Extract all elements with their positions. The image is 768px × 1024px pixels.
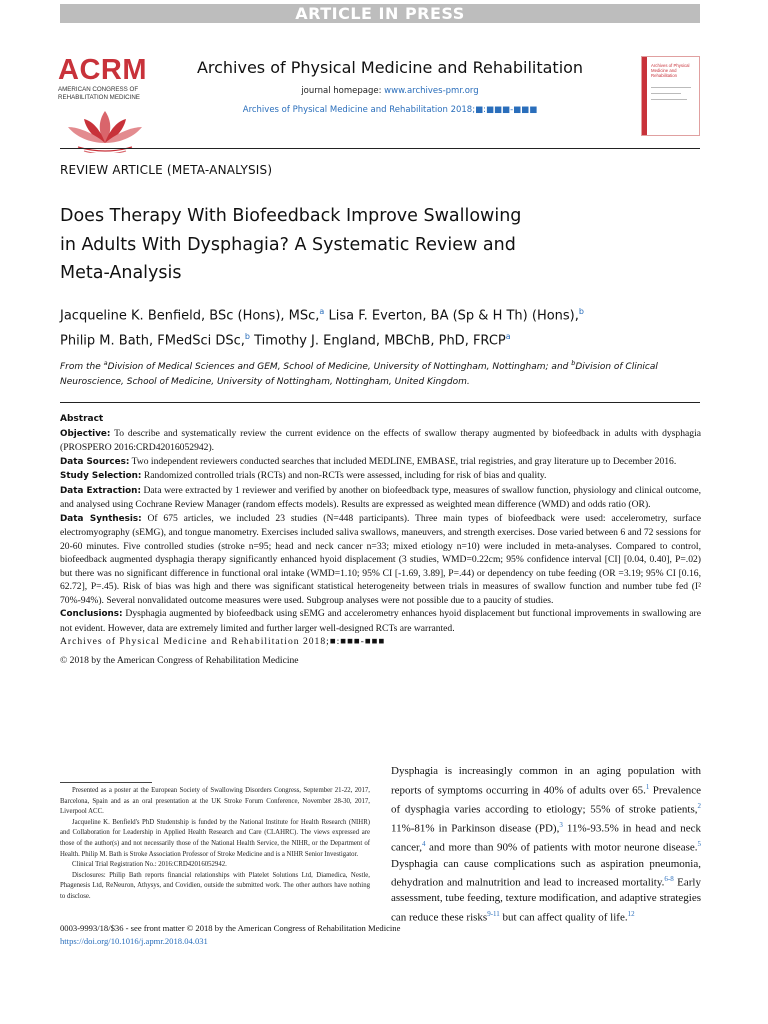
logo-subtitle — [58, 86, 150, 101]
abstract-text: Two independent reviewers conducted searches that included MEDLINE, EMBASE, trial registries, and gray literature up to December 2016. — [129, 455, 677, 467]
logo-subtitle-line1: AMERICAN CONGRESS OF — [58, 86, 139, 93]
footnote: Disclosures: Philip Bath reports financial relationships with Platelet Solutions Ltd, Diamedica, Nestle, Phagenesis Ltd, ReNeuron, Athysys, and Covidien, outside the submitted work. The other authors have nothing to disclose. — [60, 871, 370, 900]
body-text-run: Early assessment, tube feeding, texture modification, and adaptive strategies can reduce these risks — [391, 876, 701, 924]
title-line: in Adults With Dysphagia? A Systematic Review and — [60, 234, 516, 255]
abstract-text: Randomized controlled trials (RCTs) and non-RCTs were assessed, including for risk of bias and quality. — [141, 470, 547, 481]
journal-citation-link[interactable]: Archives of Physical Medicine and Rehabilitation 2018;■:■■■-■■■ — [242, 105, 538, 115]
author-name[interactable]: Timothy J. England, MBChB, PhD, FRCP — [254, 333, 506, 349]
author-name[interactable]: Lisa F. Everton, BA (Sp & H Th) (Hons), — [328, 308, 579, 324]
affiliation-marker[interactable]: b — [244, 331, 250, 341]
cover-title: Archives of Physical Medicine and Rehabilitation — [651, 63, 690, 78]
header-divider — [60, 148, 700, 149]
abstract-label: Study Selection: — [60, 471, 142, 481]
affiliation-marker[interactable]: a — [319, 307, 325, 316]
doi-link[interactable]: https://doi.org/10.1016/j.apmr.2018.04.031 — [60, 936, 208, 946]
abstract-label: Data Synthesis: — [60, 513, 142, 524]
affiliation-prefix: From the — [60, 362, 104, 372]
abstract-sources — [60, 455, 701, 470]
body-text-run: Prevalence of dysphagia varies according to etiology; 55% of stroke patients, — [391, 784, 701, 816]
journal-homepage-link[interactable]: www.archives-pmr.org — [384, 86, 479, 96]
footnote: Presented as a poster at the European Society of Swallowing Disorders Congress, September 21-22, 2017, Barcelona, Spain and as an oral presentation at the UK Stroke Forum Conference, November 28-30, 2017, Liverpool ACC. — [60, 787, 370, 816]
abstract-heading: Abstract — [60, 414, 104, 424]
body-text-run: and more than 90% of patients with motor neurone disease. — [425, 842, 698, 854]
lotus-icon — [60, 105, 150, 153]
reference-link[interactable]: 1 — [645, 782, 650, 791]
reference-link[interactable]: 5 — [697, 840, 701, 849]
cover-line — [651, 87, 691, 88]
footnote-divider — [60, 782, 152, 783]
abstract-text: To describe and systematically review the current evidence on the effects of swallow therapy augmented by biofeedback in adults with dysphagia (PROSPERO 2016:CRD42016052942). — [60, 427, 701, 453]
cover-line — [651, 99, 687, 100]
affiliation-sup: a — [103, 359, 108, 367]
abstract-extraction — [60, 484, 701, 512]
abstract-synthesis — [60, 512, 701, 608]
logo-subtitle-line2: REHABILITATION MEDICINE — [58, 93, 140, 101]
reference-link[interactable]: 4 — [422, 840, 426, 849]
abstract-copyright: © 2018 by the American Congress of Rehabilitation Medicine — [60, 654, 299, 666]
article-in-press-banner: ARTICLE IN PRESS — [60, 4, 700, 23]
affiliation-sup: b — [571, 359, 576, 367]
body-paragraph — [391, 764, 701, 926]
journal-cover-thumbnail[interactable] — [641, 56, 700, 136]
abstract-text: Data were extracted by 1 reviewer and verified by another on biofeedback type, measures of swallow function, physiology and clinical outcome, and analysed using Cochrane Review Manager (random effects models). Results are expressed as weighted mean difference (WMD) and odds ratio (OR). — [60, 484, 701, 510]
reference-link[interactable]: 6-8 — [664, 875, 674, 884]
footnotes — [60, 786, 370, 903]
abstract-label: Data Sources: — [60, 456, 130, 467]
body-text-run: but can affect quality of life. — [499, 911, 628, 924]
abstract-text: Dysphagia augmented by biofeedback using sEMG and accelerometry enhances hyoid displacement but functional improvements in swallowing are not evident. However, data are extremely limited and further larger well-designed RCTs are warranted. — [60, 608, 701, 634]
abstract-citation: Archives of Physical Medicine and Rehabilitation 2018;■:■■■-■■■ — [60, 636, 386, 647]
front-matter-note — [60, 922, 700, 948]
abstract-label: Data Extraction: — [60, 485, 141, 496]
author-line-1 — [60, 302, 710, 327]
abstract-conclusions — [60, 607, 701, 635]
body-text-run: 11%-93.5% in head and neck cancer, — [391, 822, 701, 854]
affiliations — [60, 356, 710, 390]
reference-link[interactable]: 12 — [627, 910, 635, 919]
acrm-logo[interactable] — [58, 56, 150, 153]
title-line: Does Therapy With Biofeedback Improve Swallowing — [60, 206, 522, 226]
affiliation-marker[interactable]: b — [578, 307, 584, 316]
journal-name: Archives of Physical Medicine and Rehabilitation — [196, 58, 584, 77]
reference-link[interactable]: 2 — [697, 801, 701, 810]
abstract — [60, 413, 701, 667]
journal-homepage — [160, 86, 620, 96]
footnote: Jacqueline K. Benfield's PhD Studentship is funded by the National Institute for Health Research (NIHR) and Collaboration for Leadership in Applied Health Research and Care (CLAHRC). The views expressed are those of the author(s) and not necessarily those of the National Health Service, the NIHR, or the Department of Health. Philip M. Bath is Stroke Association Professor of Stroke Medicine and is a NIHR Senior Investigator. — [60, 818, 370, 858]
reference-link[interactable]: 3 — [559, 821, 563, 830]
body-text-run: Dysphagia can cause complications such as aspiration pneumonia, dehydration and malnutrition and lead to increased mortality. — [391, 857, 701, 889]
abstract-label: Objective: — [60, 428, 111, 439]
footnote: Clinical Trial Registration No.: 2016:CRD42016052942. — [72, 861, 227, 869]
abstract-divider — [60, 402, 700, 403]
issn-line: 0003-9993/18/$36 - see front matter © 2018 by the American Congress of Rehabilitation Medicine — [60, 923, 401, 933]
abstract-label: Conclusions: — [60, 609, 123, 619]
cover-band — [642, 57, 647, 135]
body-text-run: Dysphagia is increasingly common in an aging population with reports of symptoms occurring in 40% of adults over 65. — [391, 765, 701, 797]
author-name[interactable]: Jacqueline K. Benfield, BSc (Hons), MSc, — [60, 308, 320, 324]
author-line-2 — [60, 327, 710, 352]
author-name[interactable]: Philip M. Bath, FMedSci DSc, — [60, 333, 245, 349]
cover-line — [651, 93, 681, 94]
article-type: REVIEW ARTICLE (META-ANALYSIS) — [60, 163, 273, 177]
journal-homepage-label: journal homepage: — [301, 86, 385, 96]
reference-link[interactable]: 9-11 — [487, 910, 500, 919]
title-line: Meta-Analysis — [60, 263, 182, 283]
affiliation-b: Division of Clinical Neuroscience, School of Medicine, University of Nottingham, Nottingham, United Kingdom. — [60, 362, 658, 387]
abstract-selection — [60, 469, 701, 484]
affiliation-a: Division of Medical Sciences and GEM, School of Medicine, University of Nottingham, Nottingham; and — [107, 362, 572, 372]
article-title — [60, 202, 620, 288]
body-text-run: 11%-81% in Parkinson disease (PD), — [391, 822, 560, 835]
author-list — [60, 302, 710, 352]
logo-wordmark: ACRM — [58, 54, 147, 86]
affiliation-marker[interactable]: a — [505, 331, 511, 341]
abstract-text: Of 675 articles, we included 23 studies (N=448 participants). Three main types of biofeedback were used: accelerometry, surface electromyography (sEMG), and tongue manometry. Exercises included saliva swallows, maneuvers, and strength exercises. Dose varied between 6 and 72 sessions for 20-60 minutes. Five controlled studies (stroke n=95; head and neck cancer n=33; mixed etiology n=10) were included in meta-analyses. Compared to control, biofeedback augmented dysphagia therapy significantly enhanced hyoid displacement (3 studies, WMD=0.22cm; 95% confidence interval [CI] [0.04, 0.40], P=.02) but there was no significant difference in functional oral intake (WMD=1.10; 95% CI [-1.69, 3.89], P=.44) or dependency on tube feeding (OR =3.19; 95% CI [0.16, 62.72], P=.45). Risk of bias was high and there was significant statistical heterogeneity between trials in measures of swallow function and number tube fed (I² 70%-94%). Several nonvalidated outcome measures were used. Subgroup analyses were not possible due to a paucity of studies. — [60, 512, 701, 606]
abstract-objective — [60, 427, 701, 455]
